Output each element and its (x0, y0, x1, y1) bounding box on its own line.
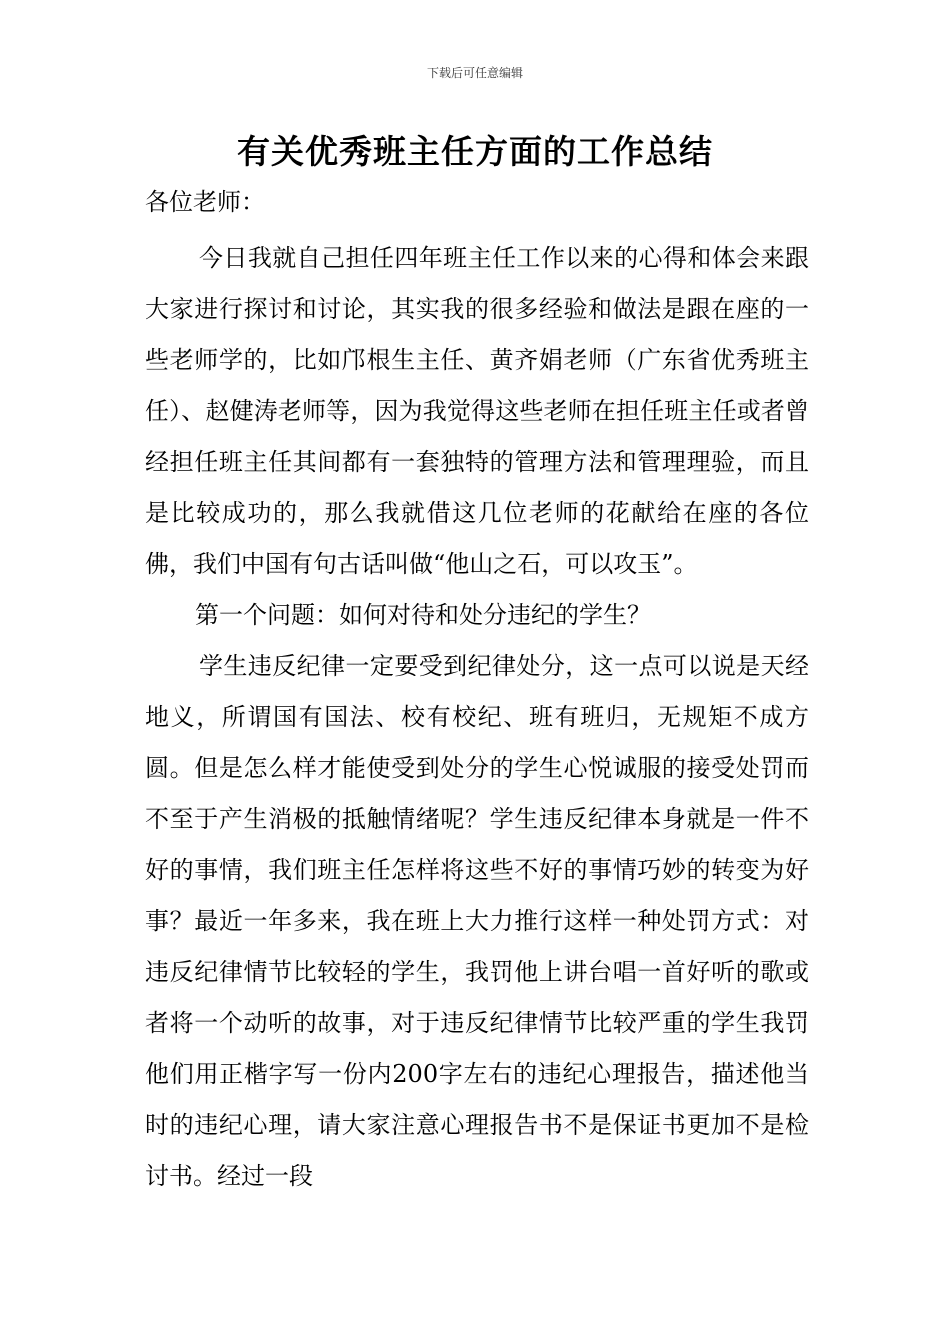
document-title: 有关优秀班主任方面的工作总结 (237, 132, 713, 171)
document-body (145, 177, 809, 1202)
section-heading-question-1: 第一个问题：如何对待和处分违纪的学生？ (195, 601, 651, 629)
salutation: 各位老师： (145, 188, 265, 216)
paragraph-intro: 今日我就自己担任四年班主任工作以来的心得和体会来跟大家进行探讨和讨论，其实我的很多经验和做法是跟在座的一些老师学的，比如邝根生主任、黄齐娟老师（广东省优秀班主任）、赵健涛老师等，因为我觉得这些老师在担任班主任或者曾经担任班主任其间都有一套独特的管理方法和管理理验，而且是比较成功的，那么我就借这几位老师的花献给在座的各位佛，我们中国有句古话叫做“他山之石，可以攻玉”。 (145, 244, 809, 578)
paragraph-discipline: 学生违反纪律一定要受到纪律处分，这一点可以说是天经地义，所谓国有国法、校有校纪、班有班归，无规矩不成方圆。但是怎么样才能使受到处分的学生心悦诚服的接受处罚而不至于产生消极的抵触情绪呢？学生违反纪律本身就是一件不好的事情，我们班主任怎样将这些不好的事情巧妙的转变为好事？最近一年多来，我在班上大力推行这样一种处罚方式：对违反纪律情节比较轻的学生，我罚他上讲台唱一首好听的歌或者将一个动听的故事，对于违反纪律情节比较严重的学生我罚他们用正楷字写一份内200字左右的违纪心理报告，描述他当时的违纪心理，请大家注意心理报告书不是保证书更加不是检讨书。经过一段 (145, 652, 809, 1190)
header-note: 下载后可任意编辑 (426, 66, 523, 80)
